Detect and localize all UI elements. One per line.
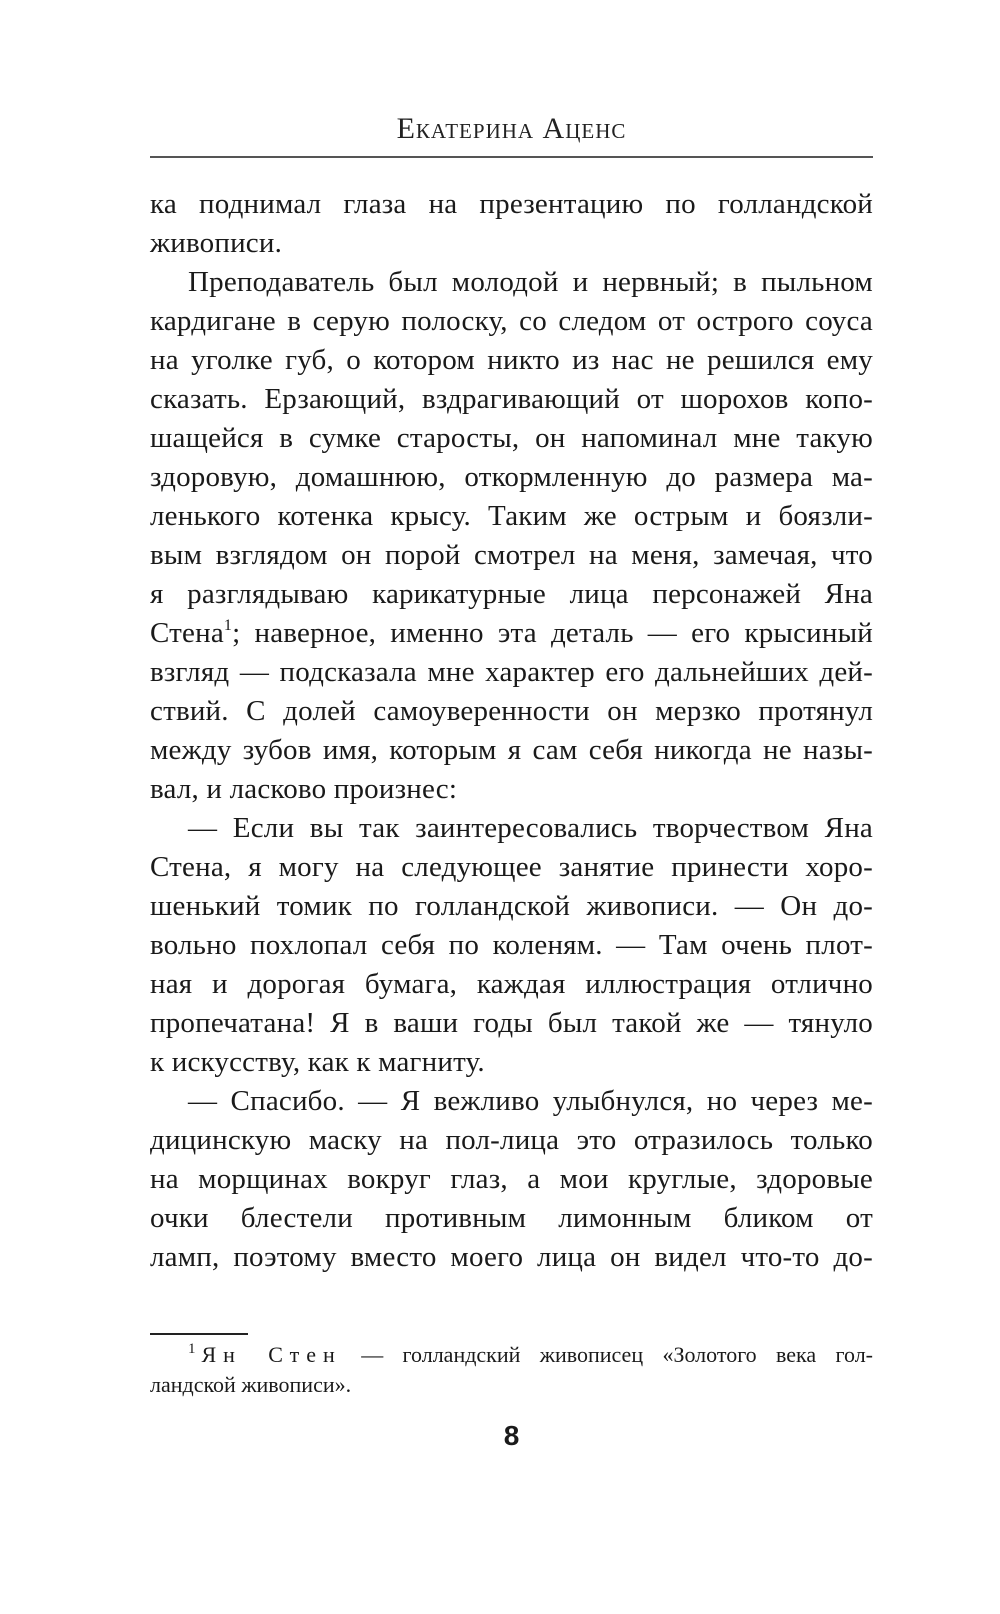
text-line-content: — Если вы так заинтересовались творчеством Яна [188, 812, 873, 844]
text-line [150, 965, 873, 1004]
footnote-line [150, 1340, 873, 1370]
text-line-content: дицинскую маску на пол-лица это отразилось только [150, 1124, 873, 1156]
text-line [150, 809, 873, 848]
text-line [150, 770, 873, 809]
text-line-content: ка поднимал глаза на презентацию по голландской [150, 188, 873, 220]
text-line-content: ; наверное, именно эта деталь — его крысиный [232, 617, 873, 649]
text-line [150, 1043, 873, 1082]
text-line [150, 653, 873, 692]
text-line-content: взгляд — подсказала мне характер его дальнейших дей- [150, 656, 873, 688]
text-line-content: — Спасибо. — Я вежливо улыбнулся, но через ме- [188, 1085, 873, 1117]
footnote-marker: 1 [188, 1341, 196, 1357]
text-line-content: вольно похлопал себя по коленям. — Там очень плот- [150, 929, 873, 961]
text-line-content: пропечатана! Я в ваши годы был такой же — тянуло [150, 1007, 873, 1039]
text-line [150, 263, 873, 302]
text-line-content: на уголке губ, о котором никто из нас не решился ему [150, 344, 873, 376]
text-line [150, 692, 873, 731]
text-line-content: шащейся в сумке старосты, он напоминал мне такую [150, 422, 873, 454]
text-line [150, 1082, 873, 1121]
text-line [150, 848, 873, 887]
text-line [150, 224, 873, 263]
header-divider [150, 156, 873, 158]
page-number: 8 [503, 1420, 520, 1451]
text-line-content: к искусству, как к магниту. [150, 1046, 485, 1078]
text-line [150, 575, 873, 614]
text-line [150, 458, 873, 497]
text-line-content: очки блестели противным лимонным бликом от [150, 1202, 873, 1234]
text-line-content: я разглядываю карикатурные лица персонажей Яна [150, 578, 873, 610]
footnote-reference[interactable]: 1 [223, 617, 233, 634]
text-line [150, 731, 873, 770]
text-line [150, 1238, 873, 1277]
text-line [150, 380, 873, 419]
text-line [150, 341, 873, 380]
text-line [150, 302, 873, 341]
text-line-content: ламп, поэтому вместо моего лица он видел что-то до- [150, 1241, 873, 1273]
text-line [150, 1121, 873, 1160]
text-line [150, 1160, 873, 1199]
text-line-content: здоровую, домашнюю, откормленную до размера ма- [150, 461, 873, 493]
running-head-author: Екатерина Аценс [396, 112, 627, 145]
text-line [150, 185, 873, 224]
footnote-divider [150, 1333, 248, 1335]
text-line-content: между зубов имя, которым я сам себя никогда не назы- [150, 734, 873, 766]
text-line [150, 1004, 873, 1043]
footnote-term: Ян Стен [201, 1342, 342, 1367]
footnote-line: ландской живописи». [150, 1372, 352, 1397]
text-line-content: шенький томик по голландской живописи. — Он до- [150, 890, 873, 922]
text-line-content: на морщинах вокруг глаз, а мои круглые, здоровые [150, 1163, 873, 1195]
footnote-text: — голландский живописец «Золотого века гол- [341, 1342, 874, 1367]
body-text [150, 185, 873, 1277]
text-line [150, 614, 873, 653]
text-line-content: живописи. [150, 227, 283, 259]
text-line-content: сказать. Ерзающий, вздрагивающий от шорохов копо- [150, 383, 873, 415]
text-line [150, 536, 873, 575]
text-line-content: Стена, я могу на следующее занятие принести хоро- [150, 851, 873, 883]
text-line-content: Стена [150, 617, 224, 649]
text-line [150, 497, 873, 536]
text-line-content: кардигане в серую полоску, со следом от острого соуса [150, 305, 873, 337]
text-line-content: ствий. С долей самоуверенности он мерзко протянул [150, 695, 873, 727]
text-line [150, 887, 873, 926]
text-line-content: вал, и ласково произнес: [150, 773, 458, 805]
text-line-content: ная и дорогая бумага, каждая иллюстрация отлично [150, 968, 873, 1000]
footnote [150, 1340, 873, 1400]
text-line-content: Преподаватель был молодой и нервный; в пыльном [188, 266, 873, 298]
text-line [150, 1199, 873, 1238]
text-line-content: ленького котенка крысу. Таким же острым и боязли- [150, 500, 873, 532]
text-line-content: вым взглядом он порой смотрел на меня, замечая, что [150, 539, 873, 571]
text-line [150, 419, 873, 458]
text-line [150, 926, 873, 965]
